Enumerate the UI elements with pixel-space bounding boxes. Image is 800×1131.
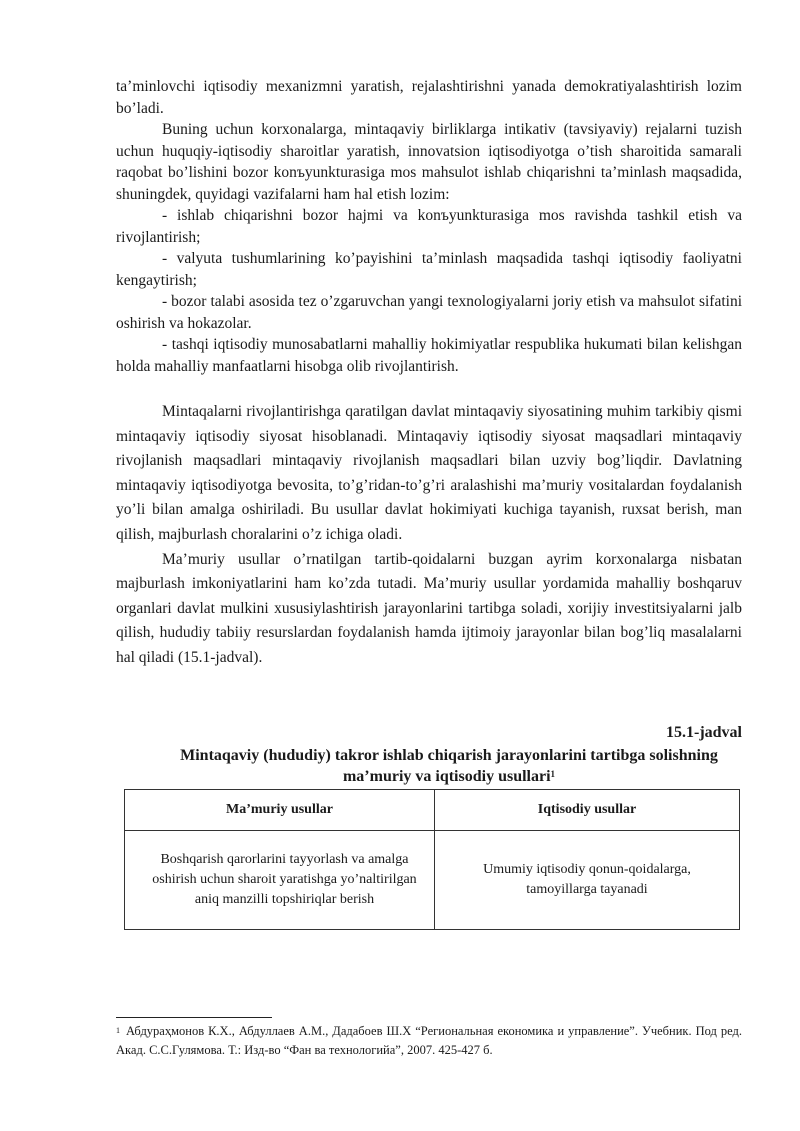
table-cell: Umumiy iqtisodiy qonun-qoidalarga, tamoyillarga tayanadi	[435, 831, 740, 930]
list-item: - bozor talabi asosida tez o’zgaruvchan yangi texnologiyalarni joriy etish va mahsulot sifatini oshirish va hokazolar.	[116, 293, 742, 332]
methods-table	[124, 789, 740, 930]
table-title	[156, 745, 742, 787]
footnote-mark: 1	[116, 1026, 120, 1035]
list-item: - ishlab chiqarishni bozor hajmi va konъyunkturasiga mos ravishda tashkil etish va rivojlantirish;	[116, 207, 742, 246]
footnote-divider	[116, 1017, 272, 1018]
footnote	[116, 1022, 742, 1060]
table-cell: Boshqarish qarorlarini tayyorlash va amalga oshirish uchun sharoit yaratishga yo’naltirilgan aniq manzilli topshiriqlar berish	[125, 831, 435, 930]
footnote-ref: 1	[550, 769, 556, 779]
text-block-top	[116, 76, 742, 377]
paragraph: ta’minlovchi iqtisodiy mexanizmni yaratish, rejalashtirishni yanada demokratiyalashtirish lozim bo’ladi.	[116, 78, 742, 117]
column-header-administrative: Ma’muriy usullar	[125, 790, 435, 831]
text-block-bottom	[116, 400, 742, 671]
table-number: 15.1-jadval	[666, 724, 742, 741]
list-item: - valyuta tushumlarining ko’payishini ta’minlash maqsadida tashqi iqtisodiy faoliyatni kengaytirish;	[116, 250, 742, 289]
paragraph: Mintaqalarni rivojlantirishga qaratilgan davlat mintaqaviy siyosatining muhim tarkibiy qismi mintaqaviy iqtisodiy siyosat hisoblanadi. Mintaqaviy iqtisodiy siyosat maqsadlari mintaqaviy rivojlanish maqsadlari mintaqaviy rivojlanish maqsadlari bilan uzviy bog’liqdir. Davlatning mintaqaviy iqtisodiyotga bevosita, to’g’ridan-to’g’ri aralashishi ma’muriy vositalardan foydalanish yo’li bilan amalga oshiriladi. Bu usullar davlat hokimiyati kuchiga tayanish, ruxsat berish, man qilish, majburlash choralarini o’z ichiga oladi.	[116, 403, 742, 543]
column-header-economic: Iqtisodiy usullar	[435, 790, 740, 831]
paragraph: Buning uchun korxonalarga, mintaqaviy birliklarga intikativ (tavsiyaviy) rejalarni tuzish uchun huquqiy-iqtisodiy sharoitlar yaratish, innovatsion iqtisodiyotga o’tish sharoitida samarali raqobat bo’lishini bozor konъyunkturasiga mos mahsulot ishlab chiqarishni ta’minlash maqsadida, shuningdek, quyidagi vazifalarni ham hal etish lozim:	[116, 121, 742, 203]
table-row	[125, 831, 740, 930]
footnote-text: Абдураҳмонов К.Х., Абдуллаев А.М., Дадабоев Ш.Х “Региональная економика и управление”. Учебник. Под ред. Акад. С.С.Гулямова. Т.: Изд-во “Фан ва технологийа”, 2007. 425-427 б.	[116, 1024, 742, 1057]
table-title-text: Mintaqaviy (hududiy) takror ishlab chiqarish jarayonlarini tartibga solishning ma’muriy va iqtisodiy usullari	[180, 747, 718, 785]
table-header-row	[125, 790, 740, 831]
paragraph: Ma’muriy usullar o’rnatilgan tartib-qoidalarni buzgan ayrim korxonalarga nisbatan majburlash imkoniyatlarini ham ko’zda tutadi. Ma’muriy usullar yordamida mahalliy boshqaruv organlari davlat mulkini xususiylashtirish jarayonlarini tartibga soladi, xorijiy investitsiyalarni jalb qilish, hududiy tabiiy resurslardan foydalanish hamda ijtimoiy jarayonlar bilan bog’liq masalalarni hal qiladi (15.1-jadval).	[116, 550, 742, 666]
list-item: - tashqi iqtisodiy munosabatlarni mahalliy hokimiyatlar respublika hukumati bilan kelishgan holda mahalliy manfaatlarni hisobga olib rivojlantirish.	[116, 336, 742, 375]
